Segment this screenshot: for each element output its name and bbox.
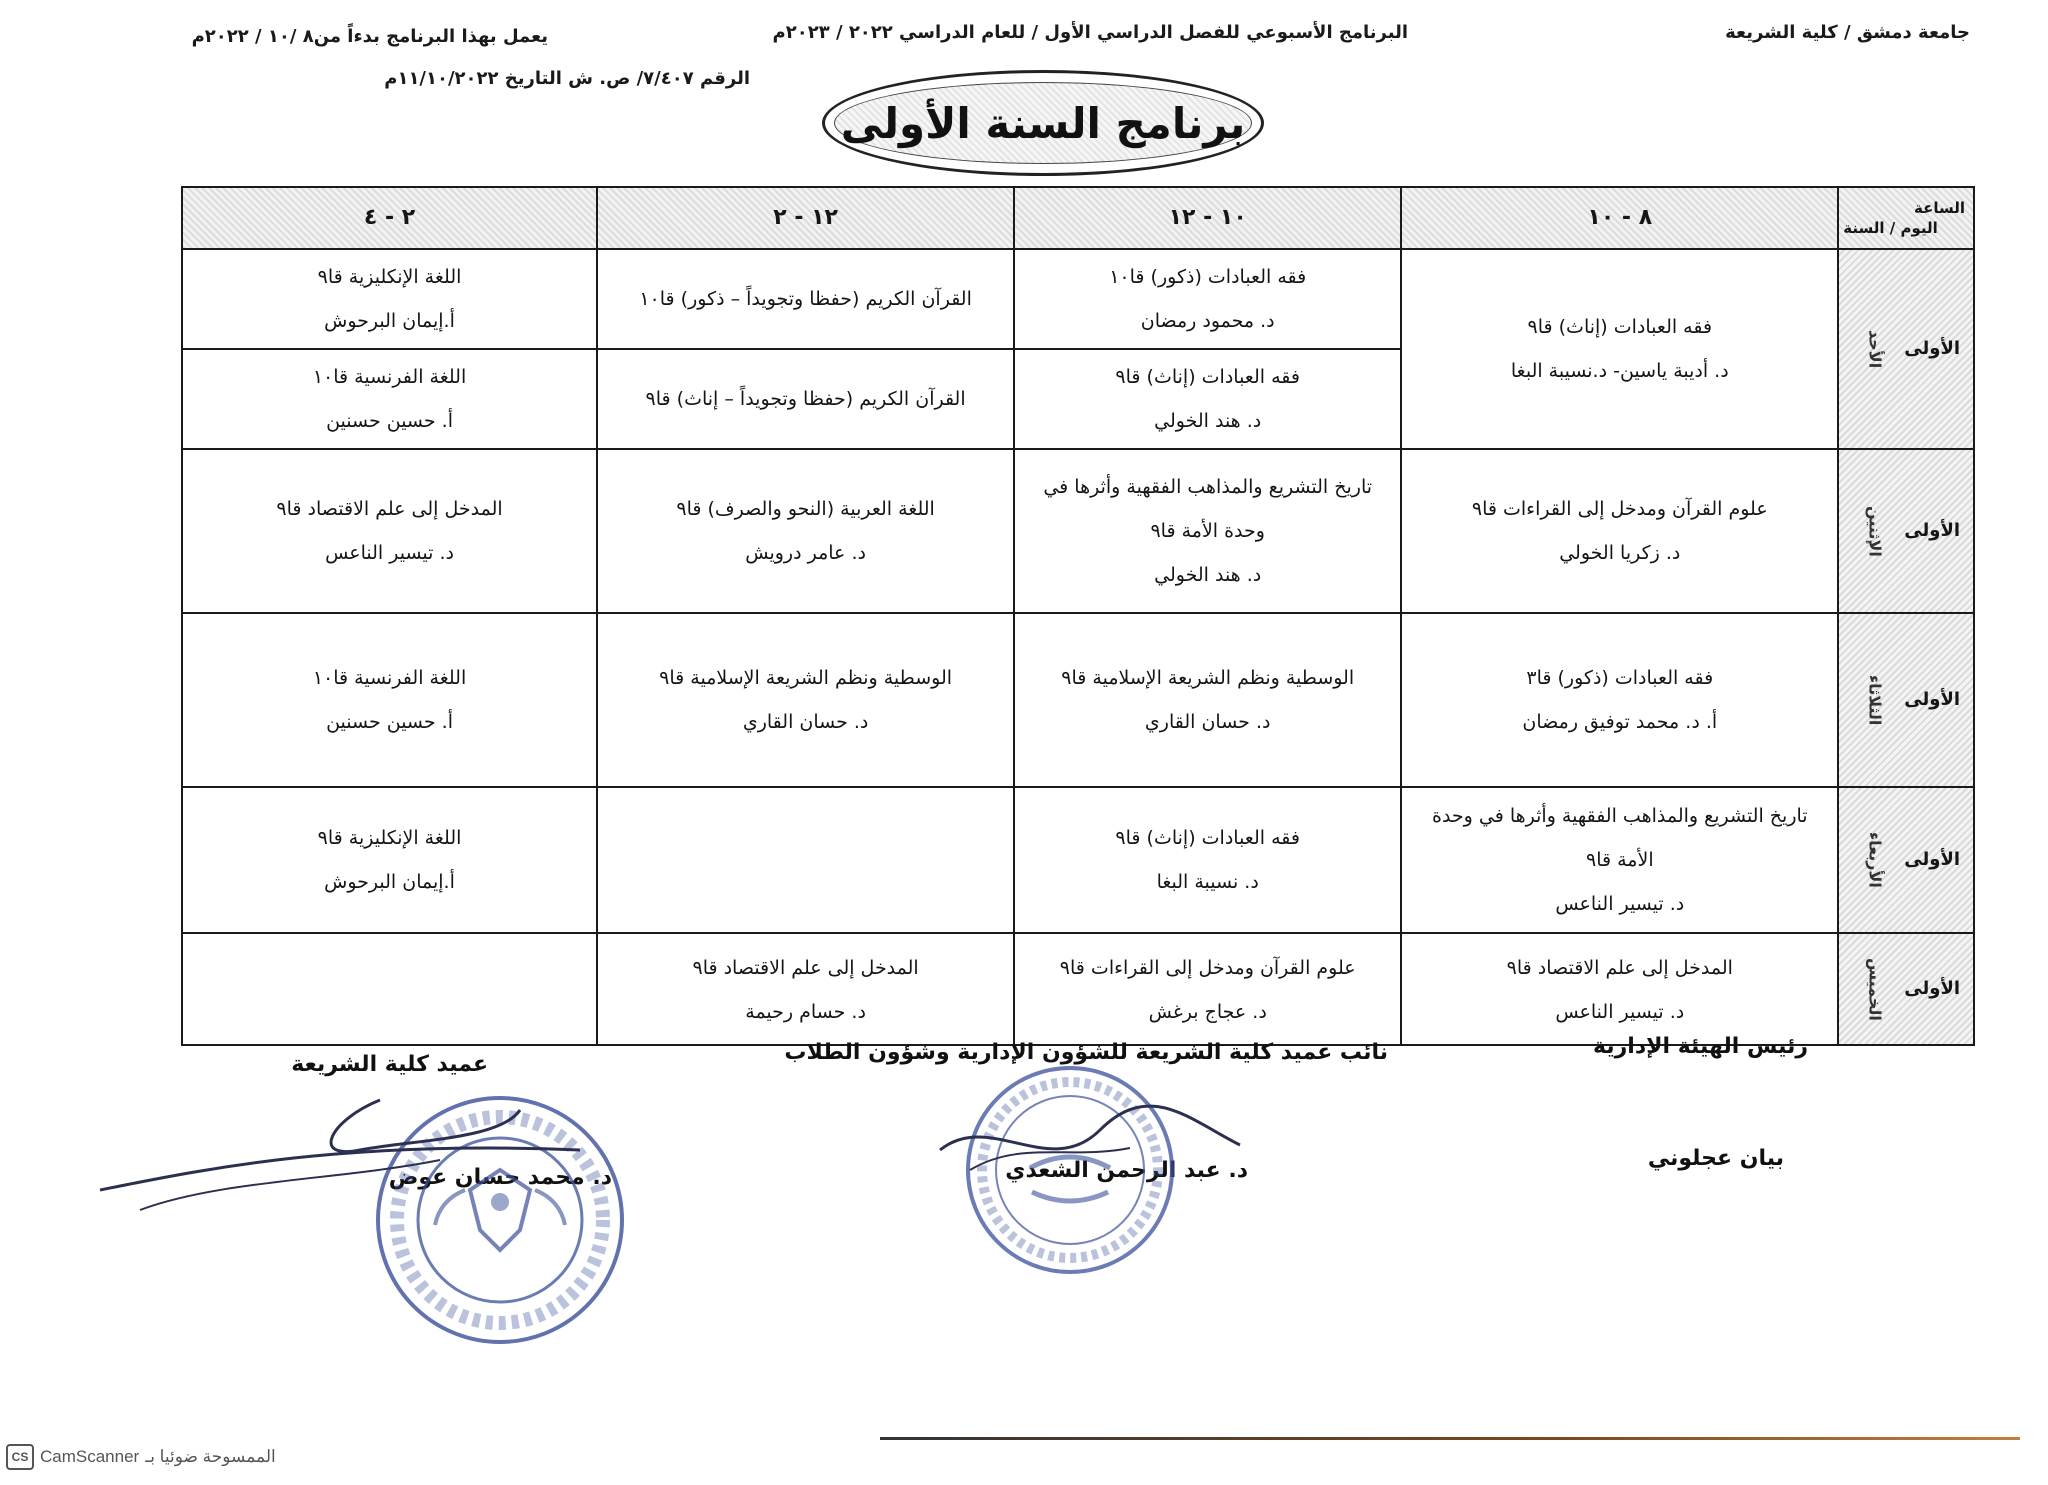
course-label: اللغة الفرنسية قا١٠ <box>312 366 467 388</box>
effective-date-label: يعمل بهذا البرنامج بدءاً من٨ /١٠ / ٢٠٢٢م <box>191 26 548 47</box>
schedule-table <box>181 186 1975 1046</box>
schedule-subcell <box>183 348 596 448</box>
schedule-cell <box>596 934 1013 1046</box>
schedule-cell <box>183 614 596 788</box>
admin-head-title: رئيس الهيئة الإدارية <box>1593 1034 1808 1059</box>
lecturer-label: د. عامر درويش <box>745 542 866 564</box>
day-cell <box>1837 250 1973 450</box>
lecturer-label: أ.إيمان البرحوش <box>324 871 455 893</box>
day-label: الثلاثاء <box>1865 674 1885 726</box>
course-label: وحدة الأمة قا٩ <box>1150 520 1265 542</box>
schedule-cell <box>183 788 596 934</box>
schedule-cell <box>1400 934 1837 1046</box>
course-label: تاريخ التشريع والمذاهب الفقهية وأثرها في <box>1043 476 1373 498</box>
schedule-cell <box>183 450 596 614</box>
day-label: الخميس <box>1865 957 1885 1021</box>
schedule-subcell <box>598 348 1013 448</box>
table-row <box>183 614 1973 788</box>
course-label: فقه العبادات (إناث) قا٩ <box>1527 316 1713 338</box>
camscanner-logo-icon: CS <box>6 1444 34 1470</box>
schedule-subcell <box>598 250 1013 348</box>
vice-dean-signature <box>930 1090 1250 1210</box>
course-label: الوسطية ونظم الشريعة الإسلامية قا٩ <box>659 667 953 689</box>
corner-header-cell <box>1837 188 1973 250</box>
lecturer-label: د. تيسير الناعس <box>1555 893 1685 915</box>
year-label: الأولى <box>1904 338 1961 359</box>
schedule-cell <box>1013 450 1400 614</box>
course-label: القرآن الكريم (حفظا وتجويداً – إناث) قا٩ <box>645 388 966 410</box>
table-row <box>183 450 1973 614</box>
schedule-cell <box>183 250 596 450</box>
course-label: اللغة الإنكليزية قا٩ <box>317 827 462 849</box>
schedule-cell <box>1400 450 1837 614</box>
time-header-cell: ١٠ - ١٢ <box>1013 188 1400 250</box>
title-oval <box>822 70 1264 176</box>
lecturer-label: د. زكريا الخولي <box>1559 542 1681 564</box>
course-label: فقه العبادات (ذكور) قا١٠ <box>1109 266 1307 288</box>
schedule-cell <box>1400 788 1837 934</box>
course-label: تاريخ التشريع والمذاهب الفقهية وأثرها في وحدة <box>1431 805 1808 827</box>
day-cell <box>1837 934 1973 1046</box>
lecturer-label: د. محمود رمضان <box>1140 310 1275 332</box>
schedule-cell <box>596 614 1013 788</box>
lecturer-label: أ. د. محمد توفيق رمضان <box>1522 711 1718 733</box>
day-label: الأربعاء <box>1865 832 1885 888</box>
lecturer-label: د. هند الخولي <box>1154 564 1262 586</box>
lecturer-label: د. عجاج برغش <box>1148 1001 1267 1023</box>
course-label: القرآن الكريم (حفظا وتجويداً – ذكور) قا١٠ <box>639 288 972 310</box>
time-header-cell: ١٢ - ٢ <box>596 188 1013 250</box>
table-header-row <box>183 188 1973 250</box>
camscanner-caption: الممسوحة ضوئيا بـ <box>145 1447 276 1466</box>
course-label: اللغة العربية (النحو والصرف) قا٩ <box>676 498 935 520</box>
day-label: الإثنين <box>1865 505 1885 557</box>
lecturer-label: د. تيسير الناعس <box>325 542 454 564</box>
schedule-cell <box>183 934 596 1046</box>
lecturer-label: د. حسام رحيمة <box>745 1001 866 1023</box>
day-cell <box>1837 788 1973 934</box>
year-label: الأولى <box>1904 520 1961 541</box>
schedule-cell <box>596 250 1013 450</box>
course-label: فقه العبادات (إناث) قا٩ <box>1115 827 1300 849</box>
schedule-cell <box>1400 614 1837 788</box>
dean-title: عميد كلية الشريعة <box>291 1052 488 1077</box>
schedule-cell <box>1400 250 1837 450</box>
reference-number-label: الرقم ٧/٤٠٧/ ص. ش التاريخ ١١/١٠/٢٠٢٢م <box>384 68 750 89</box>
course-label: المدخل إلى علم الاقتصاد قا٩ <box>276 498 503 520</box>
footer-rule <box>880 1437 2020 1440</box>
lecturer-label: د. حسان القاري <box>742 711 869 733</box>
table-row <box>183 250 1973 450</box>
course-label: الأمة قا٩ <box>1585 849 1654 871</box>
course-label: اللغة الفرنسية قا١٠ <box>312 667 467 689</box>
day-cell <box>1837 614 1973 788</box>
program-label: البرنامج الأسبوعي للفصل الدراسي الأول / للعام الدراسي ٢٠٢٢ / ٢٠٢٣م <box>772 22 1408 43</box>
camscanner-watermark <box>6 1444 276 1470</box>
lecturer-label: د. نسيبة البغا <box>1156 871 1259 893</box>
dean-name: د. محمد حسان عوض <box>388 1165 612 1190</box>
day-cell <box>1837 450 1973 614</box>
schedule-subcell <box>1015 250 1400 348</box>
course-label: فقه العبادات (ذكور) قا٣ <box>1526 667 1714 689</box>
lecturer-label: أ.إيمان البرحوش <box>324 310 455 332</box>
page-title: برنامج السنة الأولى <box>840 98 1246 148</box>
lecturer-label: د. تيسير الناعس <box>1555 1001 1685 1023</box>
schedule-subcell <box>1015 348 1400 448</box>
lecturer-label: أ. حسين حسنين <box>326 711 453 733</box>
schedule-cell <box>1013 788 1400 934</box>
schedule-cell <box>596 450 1013 614</box>
vice-dean-name: د. عبد الرحمن الشعدي <box>1005 1158 1248 1183</box>
course-label: المدخل إلى علم الاقتصاد قا٩ <box>1506 957 1733 979</box>
admin-head-name: بيان عجلوني <box>1647 1146 1784 1171</box>
day-year-header: اليوم / السنة <box>1843 219 1938 237</box>
course-label: علوم القرآن ومدخل إلى القراءات قا٩ <box>1471 498 1768 520</box>
lecturer-label: د. حسان القاري <box>1144 711 1271 733</box>
year-label: الأولى <box>1904 689 1961 710</box>
camscanner-brand: CamScanner <box>40 1447 140 1466</box>
year-label: الأولى <box>1904 849 1961 870</box>
course-label: المدخل إلى علم الاقتصاد قا٩ <box>692 957 919 979</box>
day-label: الأحد <box>1865 329 1885 369</box>
vice-dean-title: نائب عميد كلية الشريعة للشؤون الإدارية وشؤون الطلاب <box>784 1040 1388 1065</box>
course-label: الوسطية ونظم الشريعة الإسلامية قا٩ <box>1061 667 1355 689</box>
schedule-cell <box>1013 614 1400 788</box>
lecturer-label: أ. حسين حسنين <box>326 410 453 432</box>
hour-header: الساعة <box>1913 199 1965 217</box>
schedule-cell <box>1013 934 1400 1046</box>
table-row <box>183 788 1973 934</box>
schedule-subcell <box>183 250 596 348</box>
course-label: اللغة الإنكليزية قا٩ <box>317 266 462 288</box>
table-row <box>183 934 1973 1046</box>
year-label: الأولى <box>1904 978 1961 999</box>
lecturer-label: د. هند الخولي <box>1154 410 1262 432</box>
course-label: فقه العبادات (إناث) قا٩ <box>1115 366 1300 388</box>
schedule-cell <box>596 788 1013 934</box>
time-header-cell: ٨ - ١٠ <box>1400 188 1837 250</box>
course-label: علوم القرآن ومدخل إلى القراءات قا٩ <box>1059 957 1356 979</box>
dean-signature <box>80 1080 600 1240</box>
time-header-cell: ٢ - ٤ <box>183 188 596 250</box>
lecturer-label: د. أديبة ياسين- د.نسيبة البغا <box>1510 360 1729 382</box>
university-label: جامعة دمشق / كلية الشريعة <box>1725 22 1970 43</box>
schedule-cell <box>1013 250 1400 450</box>
